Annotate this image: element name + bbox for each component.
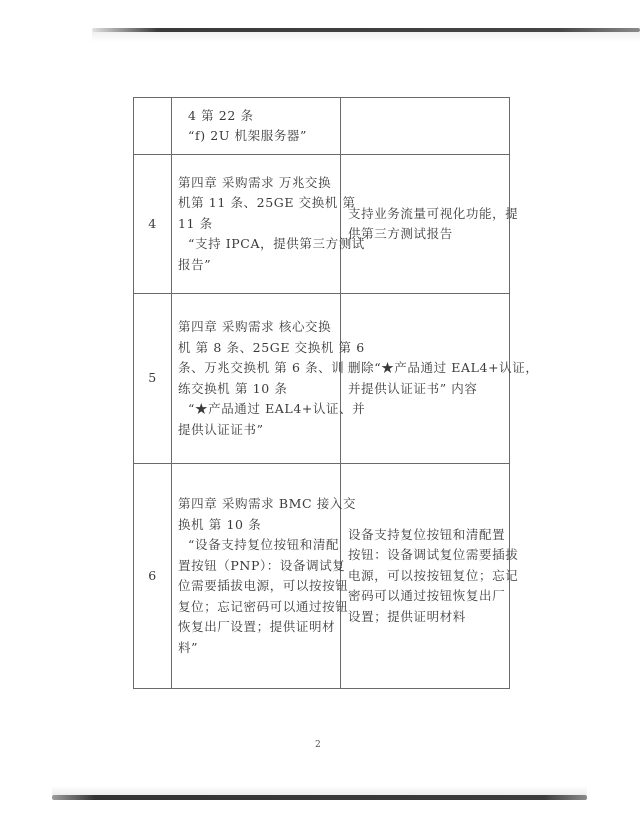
table-row xyxy=(134,464,510,689)
response-line: 并提供认证证书” 内容 xyxy=(348,380,478,396)
requirement-line: 11 条 xyxy=(178,215,213,231)
response-line: 按钮：设备调试复位需要插拔 xyxy=(348,547,519,563)
response-line: 供第三方测试报告 xyxy=(348,226,453,241)
requirement-line: 置按钮（PNP）：设备调试复 xyxy=(178,557,346,573)
requirement-cell xyxy=(172,464,357,689)
requirement-line: 4 第 22 条 xyxy=(188,107,254,123)
requirement-cell xyxy=(172,294,366,464)
row-number xyxy=(134,98,172,155)
table-row xyxy=(134,155,510,294)
response-cell xyxy=(341,294,539,464)
scan-shadow-bottom xyxy=(52,786,587,795)
scan-shadow-top xyxy=(92,32,640,42)
requirement-line: 复位；忘记密码可以通过按钮 xyxy=(178,598,349,614)
table-row xyxy=(134,294,510,464)
response-line: 电源，可以按按钮复位；忘记 xyxy=(348,567,519,583)
requirement-line: 恢复出厂设置；提供证明材 xyxy=(178,619,336,634)
requirement-line: “★产品通过 EAL4+认证、并 xyxy=(188,401,366,416)
requirement-line: 提供认证证书” xyxy=(178,421,264,437)
requirement-line: 第四章 采购需求 万兆交换 xyxy=(178,174,332,190)
response-line: 密码可以通过按钮恢复出厂 xyxy=(348,588,506,604)
page-number: 2 xyxy=(315,740,321,750)
requirement-line: 条、万兆交换机 第 6 条、训 xyxy=(178,360,345,375)
requirement-line: 换机 第 10 条 xyxy=(178,516,262,532)
change-table xyxy=(133,97,539,689)
requirement-line: “f) 2U 机架服务器” xyxy=(188,128,308,143)
requirement-line: 练交换机 第 10 条 xyxy=(178,380,288,396)
response-line: 设备支持复位按钮和清配置 xyxy=(348,526,506,542)
requirement-cell xyxy=(172,155,365,294)
requirement-line: 机第 11 条、25GE 交换机 第 xyxy=(178,195,356,211)
response-cell xyxy=(341,155,519,294)
requirement-line: 第四章 采购需求 核心交换 xyxy=(178,319,332,334)
row-number: 4 xyxy=(134,155,172,294)
response-cell xyxy=(341,98,510,155)
requirement-line: 料” xyxy=(178,639,199,655)
table-row xyxy=(134,98,510,155)
requirement-line: “支持 IPCA，提供第三方测试 xyxy=(188,236,365,252)
requirement-line: “设备支持复位按钮和清配 xyxy=(188,537,340,552)
response-cell xyxy=(341,464,519,689)
scan-edge-bottom xyxy=(52,795,587,800)
response-line: 支持业务流量可视化功能，提 xyxy=(348,205,519,221)
response-line: 删除“★产品通过 EAL4+认证， xyxy=(348,360,539,375)
requirement-cell xyxy=(172,98,341,155)
requirement-line: 机 第 8 条、25GE 交换机 第 6 xyxy=(178,339,365,355)
response-line: 设置；提供证明材料 xyxy=(348,608,466,624)
row-number: 6 xyxy=(134,464,172,689)
row-number: 5 xyxy=(134,294,172,464)
requirement-line: 第四章 采购需求 BMC 接入交 xyxy=(178,496,357,511)
requirement-line: 位需要插拔电源，可以按按钮 xyxy=(178,578,349,593)
requirement-line: 报告” xyxy=(178,256,212,272)
